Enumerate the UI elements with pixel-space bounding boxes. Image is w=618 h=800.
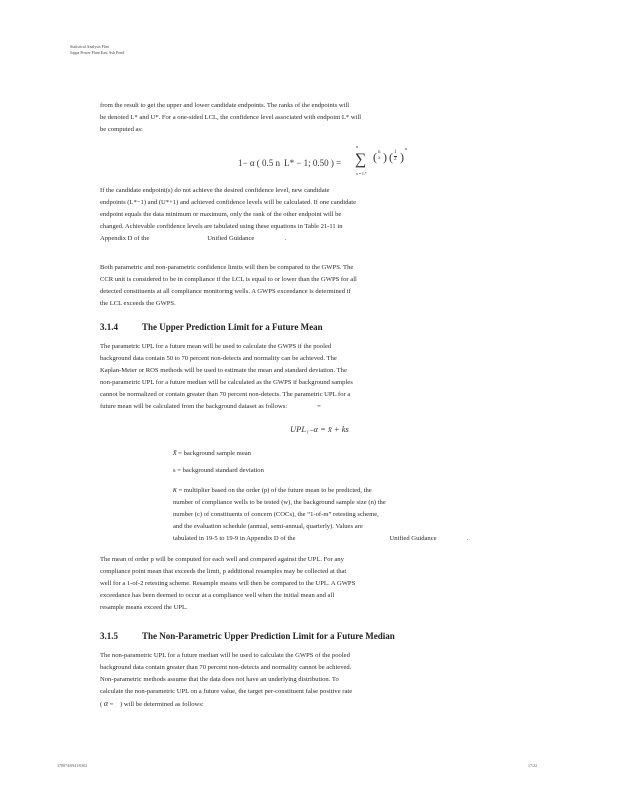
text-line: The mean of order p will be computed for each well and compared against the UPL. For any [100, 556, 344, 563]
text-line: compliance point mean that exceeds the limit, p additional resamples may be collected at that [100, 568, 347, 575]
text-line: number (c) of constituents of concern (COCs), the “1-of-m” retesting scheme, [173, 511, 379, 518]
sum-lower-limit: x = L* [356, 171, 367, 176]
text-line: exceedance has been deemed to occur at a compliance well when the initial mean and all [100, 592, 335, 599]
text-line: from the result to get the upper and lower candidate endpoints. The ranks of the endpoints will [100, 102, 350, 109]
section-number: 3.1.5 [100, 631, 118, 641]
text-fragment: future mean will be calculated from the background dataset as follows: [100, 403, 288, 410]
binomial-bottom: x [378, 156, 381, 161]
text-line: endpoint equals the data minimum or maximum, only the rank of the other endpoint will be [100, 211, 342, 218]
section-heading-3-1-4 [100, 321, 323, 333]
k-definition: = multiplier based on the order (p) of the future mean to be predicted, the [178, 487, 372, 494]
k-symbol: κ [173, 485, 177, 494]
fraction-exponent: n [405, 146, 407, 151]
definition-xbar [173, 447, 473, 460]
paragraph-nonparametric-upl [100, 650, 420, 711]
fraction-open: ( [389, 150, 393, 164]
text-line [173, 533, 473, 545]
unified-guidance-ref: Unified Guidance [389, 535, 437, 542]
text-line: be denoted L* and U*. For a one-sided LCL, the confidence level associated with endpoint L* will [100, 114, 362, 121]
header-line-2: Joppa Power Plant East Ash Pond [70, 50, 125, 55]
fraction-top: 1 [394, 150, 397, 155]
binomial-top: n [378, 150, 381, 155]
text-line [173, 484, 473, 497]
text-line: number of compliance wells to be tested (w), the background sample size (n) the [173, 499, 386, 506]
summation-sign: ∑ [355, 151, 367, 168]
equation-upl: UPL₁₋α = x̄ + ks [290, 424, 349, 434]
paragraph-compliance [100, 262, 420, 310]
text-line: Kaplan-Meier or ROS methods will be used to estimate the mean and standard deviation. The [100, 367, 347, 374]
equation-confidence-level [238, 158, 341, 168]
text-line: the LCL exceeds the GWPS. [100, 300, 176, 307]
alpha-symbol: α [103, 699, 109, 708]
text-line [100, 401, 420, 413]
period: . [284, 235, 286, 242]
text-line: resample means exceed the UPL. [100, 604, 188, 611]
fraction-bottom: 2 [394, 157, 397, 162]
equals-sign: = [317, 403, 321, 410]
xbar-definition: = background sample mean [178, 450, 251, 457]
text-line: well for a 1-of-2 retesting scheme. Resample means will then be compared to the UPL. A GWPS [100, 580, 356, 587]
text-line: be computed as: [100, 126, 143, 133]
text-line [100, 698, 420, 711]
text-line: background data contain 50 to 70 percent non-detects and normality can be achieved. The [100, 355, 337, 362]
fraction-close: ) [400, 150, 404, 164]
s-definition: = background standard deviation [177, 467, 264, 474]
text-line: endpoints (L*−1) and (U*+1) and achieved confidence levels will be calculated. If one candidate [100, 199, 357, 206]
section-heading-3-1-5 [100, 630, 395, 642]
binomial-open: ( [373, 150, 377, 164]
text-line: The parametric UPL for a future mean will be used to calculate the GWPS if the pooled [100, 343, 332, 350]
footer-document-number: 378874/0941/0302 [57, 763, 88, 768]
text-line: changed. Achievable confidence levels are tabulated using these equations in Table 21-11 in [100, 223, 343, 230]
paren-open: ( [100, 701, 103, 708]
sum-upper-limit: n [356, 144, 358, 149]
text-line: calculate the non-parametric UPL on a future value, the target per-constituent false positive rate [100, 688, 353, 695]
text-fragment: tabulated in 19-5 to 19-9 in Appendix D of the [173, 535, 296, 542]
xbar-symbol: x̄ [173, 448, 177, 457]
section-title: The Non-Parametric Upper Prediction Limit for a Future Median [142, 631, 395, 641]
paragraph-parametric-upl [100, 341, 420, 413]
period: . [466, 535, 469, 542]
text-line: Non-parametric methods assume that the data does not have an underlying distribution. To [100, 676, 339, 683]
text-line: background data contain greater than 70 percent non-detects and normality cannot be achieved. [100, 664, 352, 671]
binomial-coefficient [378, 150, 381, 162]
s-symbol: s [173, 467, 176, 474]
paragraph-candidate-endpoints [100, 185, 420, 245]
header-line-1: Statistical Analysis Plan [70, 44, 109, 49]
definition-s [173, 465, 473, 477]
definition-k [173, 484, 473, 545]
equation-lhs: 1− α ( 0.5 n L* − 1; 0.50 ) = [238, 158, 342, 168]
running-header [70, 44, 124, 56]
equals-sign: = [109, 701, 114, 708]
binomial-close: ) [383, 150, 387, 164]
text-line [100, 233, 420, 245]
text-line: Both parametric and non-parametric confidence limits will then be compared to the GWPS. The [100, 264, 354, 271]
section-title: The Upper Prediction Limit for a Future Mean [142, 322, 323, 332]
section-number: 3.1.4 [100, 322, 118, 332]
fraction-half [394, 150, 397, 163]
text-line: The non-parametric UPL for a future median will be used to calculate the GWPS of the pooled [100, 652, 350, 659]
text-line: CCR unit is considered to be in compliance if the LCL is equal to or lower than the GWPS for all [100, 276, 357, 283]
text-line: cannot be normalized or contain greater than 70 percent non-detects. The parametric UPL for a [100, 391, 351, 398]
text-line: detected constituents at all compliance monitoring wells. A GWPS exceedance is determined if [100, 288, 351, 295]
text-line: If the candidate endpoint(s) do not achieve the desired confidence level, new candidate [100, 187, 330, 194]
paragraph-resampling [100, 554, 420, 614]
appendix-text: Appendix D of the [100, 235, 150, 242]
paragraph-endpoints [100, 100, 420, 136]
text-fragment: ) will be determined as follows: [120, 701, 204, 708]
unified-guidance-ref: Unified Guidance [207, 235, 255, 242]
footer-page-number: 17/22 [528, 763, 538, 768]
text-line: non-parametric UPL for a future median will be calculated as the GWPS if background samples [100, 379, 353, 386]
text-line: and the evaluation schedule (annual, semi-annual, quarterly). Values are [173, 523, 363, 530]
